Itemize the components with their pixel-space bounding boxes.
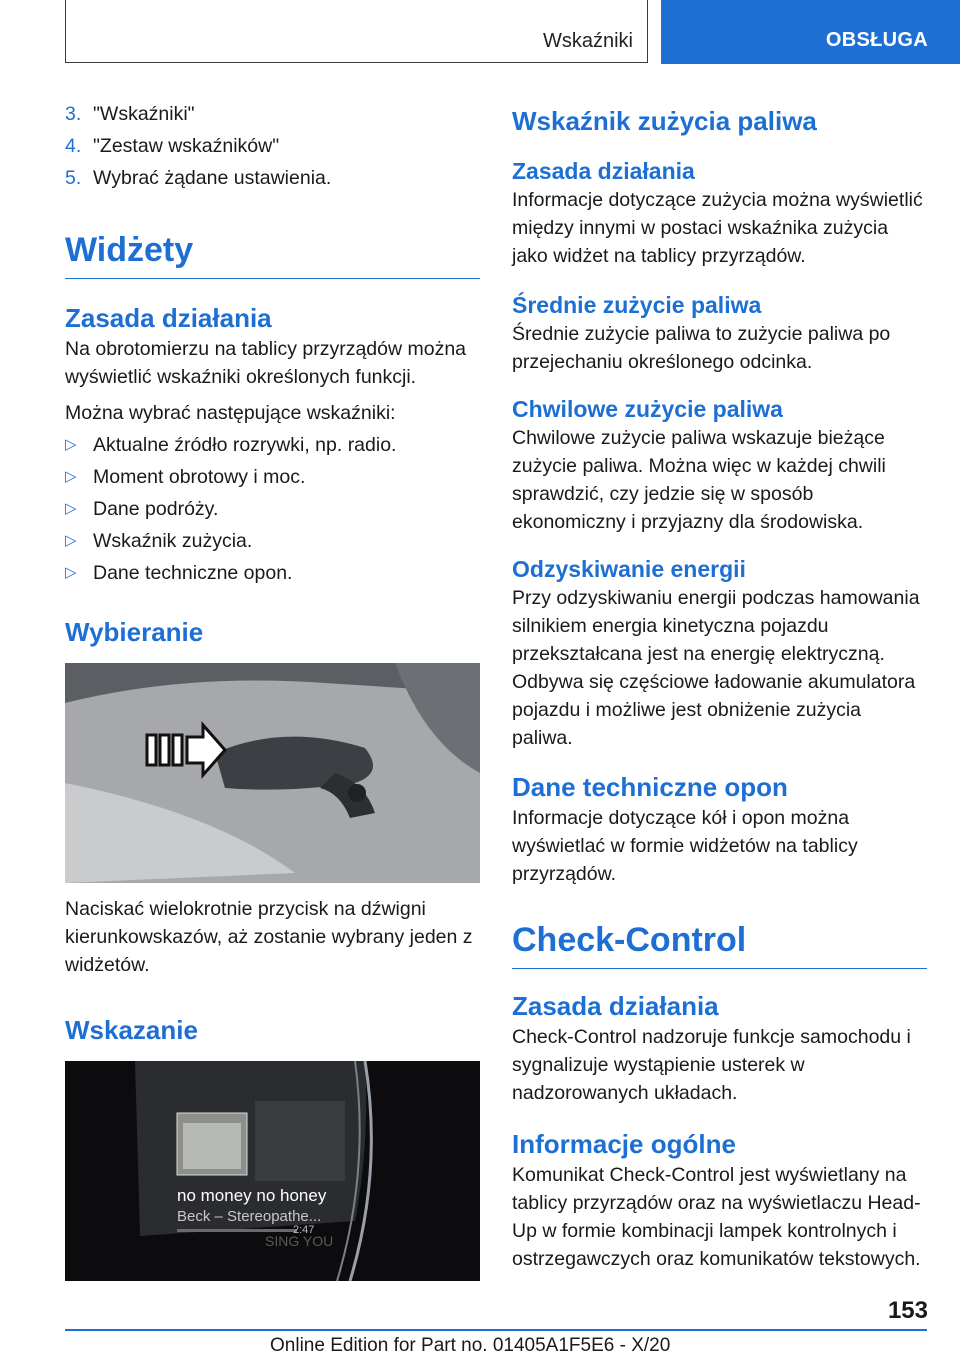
display-artist: Beck – Stereopathe...	[177, 1208, 322, 1225]
recovery-heading: Odzyskiwanie energii	[512, 556, 746, 582]
left-column	[65, 98, 480, 1281]
footer-edition: Online Edition for Part no. 01405A1F5E6 - X/20	[270, 1335, 671, 1356]
lever-illustration	[65, 663, 480, 883]
check-control-heading: Check-Control	[512, 918, 927, 969]
instant-heading: Chwilowe zużycie paliwa	[512, 396, 783, 422]
triangle-bullet-icon: ▷	[65, 436, 77, 453]
tyre-text: Informacje dotyczące kół i opon można wyświetlać w formie widżetów na tablicy przyrządów.	[512, 807, 858, 885]
fuel-heading: Wskaźnik zużycia paliwa	[512, 106, 817, 136]
instant-text: Chwilowe zużycie paliwa wskazuje bieżące zużycie paliwa. Można więc w każdej chwili sprawdzić, czy jedzie się w sposób ekonomiczny i przyjazny dla środowiska.	[512, 427, 886, 533]
right-column	[512, 104, 927, 1273]
principle-text: Na obrotomierzu na tablicy przyrządów można wyświetlić wskaźniki określonych funkcji.	[65, 338, 467, 388]
display-heading: Wskazanie	[65, 1015, 198, 1045]
options-list	[65, 429, 480, 589]
footer-divider	[65, 1329, 927, 1331]
widgets-heading: Widżety	[65, 228, 480, 279]
select-text: Naciskać wielokrotnie przycisk na dźwigni kierunkowskazów, aż zostanie wybrany jeden z widżetów.	[65, 898, 473, 976]
triangle-bullet-icon: ▷	[65, 500, 77, 517]
general-text: Komunikat Check-Control jest wyświetlany na tablicy przyrządów oraz na wyświetlaczu Head-Up w formie kombinacji lampek kontrolnych i ostrzegawczych oraz komunikatów tekstowych.	[512, 1164, 921, 1270]
select-heading: Wybieranie	[65, 617, 204, 647]
list-item: 3. "Wskaźniki"	[65, 103, 195, 125]
display-time: 2:47	[293, 1224, 315, 1236]
triangle-bullet-icon: ▷	[65, 564, 77, 581]
fuel-principle-heading: Zasada działania	[512, 158, 695, 184]
triangle-bullet-icon: ▷	[65, 468, 77, 485]
options-intro: Można wybrać następujące wskaźniki:	[65, 402, 396, 424]
list-item: ▷ Dane techniczne opon.	[65, 557, 480, 589]
steps-list	[65, 98, 480, 194]
instrument-display-illustration	[65, 1061, 480, 1281]
fuel-principle-text: Informacje dotyczące zużycia można wyświetlić między innymi w postaci wskaźnika zużycia jako widżet na tablicy przyrządów.	[512, 189, 923, 267]
list-item: ▷ Wskaźnik zużycia.	[65, 525, 480, 557]
triangle-bullet-icon: ▷	[65, 532, 77, 549]
section-label: OBSŁUGA	[825, 29, 928, 51]
display-progress	[177, 1229, 297, 1232]
display-widget-image	[65, 1061, 480, 1281]
tyre-heading: Dane techniczne opon	[512, 772, 788, 802]
list-item: ▷ Aktualne źródło rozrywki, np. radio.	[65, 429, 480, 461]
header-title-box	[65, 0, 648, 63]
turn-signal-lever-image	[65, 663, 480, 883]
section-tab	[661, 0, 960, 64]
recovery-text: Przy odzyskiwaniu energii podczas hamowania silnikiem energia kinetyczna pojazdu przekształcana jest na energię elektryczną. Odbywa się częściowe ładowanie akumulatora pojazdu i możliwe jest obniżenie zużycia paliwa.	[512, 587, 920, 749]
list-item: ▷ Moment obrotowy i moc.	[65, 461, 480, 493]
general-heading: Informacje ogólne	[512, 1129, 736, 1159]
avg-text: Średnie zużycie paliwa to zużycie paliwa po przejechaniu określonego odcinka.	[512, 323, 891, 373]
page-number: 153	[887, 1297, 928, 1324]
header-title: Wskaźniki	[542, 30, 633, 52]
list-item: 4. "Zestaw wskaźników"	[65, 135, 280, 157]
display-track: no money no honey	[177, 1186, 327, 1205]
cc-principle-text: Check-Control nadzoruje funkcje samochodu i sygnalizuje wystąpienie usterek w nadzorowanych układach.	[512, 1026, 911, 1104]
cc-principle-heading: Zasada działania	[512, 991, 719, 1021]
page-header	[0, 0, 960, 66]
display-overlay: SING YOU	[265, 1233, 334, 1249]
avg-heading: Średnie zużycie paliwa	[512, 292, 762, 318]
list-item: ▷ Dane podróży.	[65, 493, 480, 525]
list-item: 5. Wybrać żądane ustawienia.	[65, 167, 332, 189]
principle-heading: Zasada działania	[65, 303, 272, 333]
